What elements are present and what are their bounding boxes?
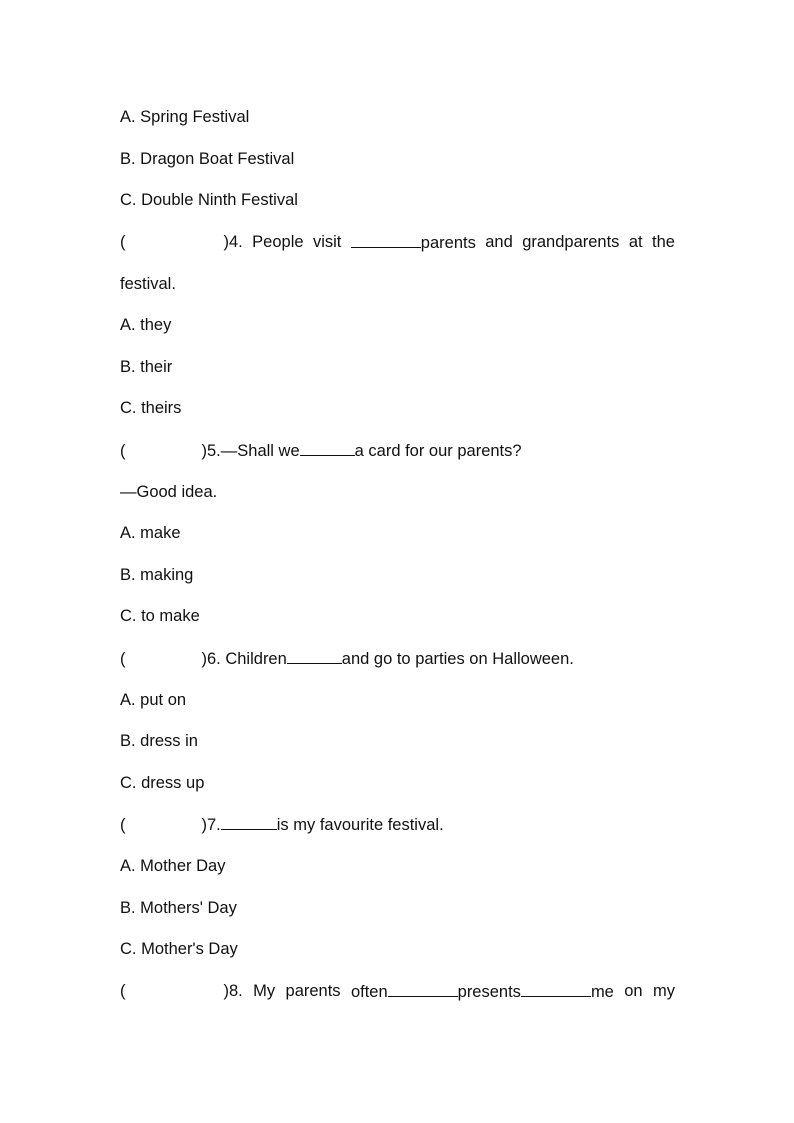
q6-blank[interactable]	[287, 646, 342, 664]
q8-blank-1[interactable]	[388, 979, 458, 997]
q4-word: at	[628, 233, 643, 251]
q4-answer-paren[interactable]: ( )4.	[120, 233, 243, 251]
question-4-line-2: festival.	[120, 275, 176, 293]
q5-blank[interactable]	[300, 438, 355, 456]
q3-option-c: C. Double Ninth Festival	[120, 191, 298, 209]
q4-word: the	[652, 233, 675, 251]
q5-reply-dash: —	[120, 483, 137, 501]
q4-option-c: C. theirs	[120, 399, 182, 417]
q5-answer-paren[interactable]: ( )5.	[120, 442, 221, 460]
question-5-reply	[120, 480, 217, 504]
q8-word: on	[624, 982, 643, 1000]
q4-word: People	[252, 233, 304, 251]
question-4-line-1	[120, 230, 675, 254]
q3-option-a: A. Spring Festival	[120, 108, 250, 126]
q4-blank[interactable]	[351, 230, 421, 248]
q5-option-c: C. to make	[120, 607, 200, 625]
question-8-line-1	[120, 979, 675, 1003]
q3-option-b: B. Dragon Boat Festival	[120, 150, 295, 168]
q7-option-b: B. Mothers' Day	[120, 899, 237, 917]
q6-option-a: A. put on	[120, 691, 187, 709]
q4-word: and	[485, 233, 513, 251]
q7-blank[interactable]	[221, 812, 277, 830]
q7-answer-paren[interactable]: ( )7.	[120, 816, 221, 834]
q8-word: my	[652, 982, 675, 1000]
q8-answer-paren[interactable]: ( )8.	[120, 982, 243, 1000]
q8-blank-group: often presents me	[351, 979, 614, 1003]
q4-word: visit	[312, 233, 342, 251]
q5-text: Shall we	[237, 442, 300, 460]
q6-text: and go to parties on Halloween.	[341, 650, 574, 668]
question-5	[120, 438, 522, 462]
q4-answer-blank-group: parents	[351, 230, 476, 254]
q6-option-b: B. dress in	[120, 732, 198, 750]
q6-option-c: C. dress up	[120, 774, 205, 792]
q6-answer-paren[interactable]: (	[120, 650, 126, 668]
q8-word: My	[253, 982, 276, 1000]
q7-option-c: C. Mother's Day	[120, 940, 238, 958]
q5-dash: —	[220, 442, 238, 460]
q5-text: a card for our parents?	[354, 442, 522, 460]
q5-reply-text: Good idea.	[136, 483, 218, 501]
q7-text: is my favourite festival.	[276, 816, 444, 834]
q4-option-b: B. their	[120, 358, 173, 376]
q5-option-a: A. make	[120, 524, 181, 542]
q6-text: )6. Children	[201, 650, 287, 668]
q8-blank-2[interactable]	[521, 979, 591, 997]
question-7	[120, 812, 444, 836]
q5-option-b: B. making	[120, 566, 194, 584]
q4-word: grandparents	[522, 233, 620, 251]
q4-option-a: A. they	[120, 316, 172, 334]
question-6	[120, 646, 574, 670]
q8-word: parents	[285, 982, 341, 1000]
q7-option-a: A. Mother Day	[120, 857, 226, 875]
